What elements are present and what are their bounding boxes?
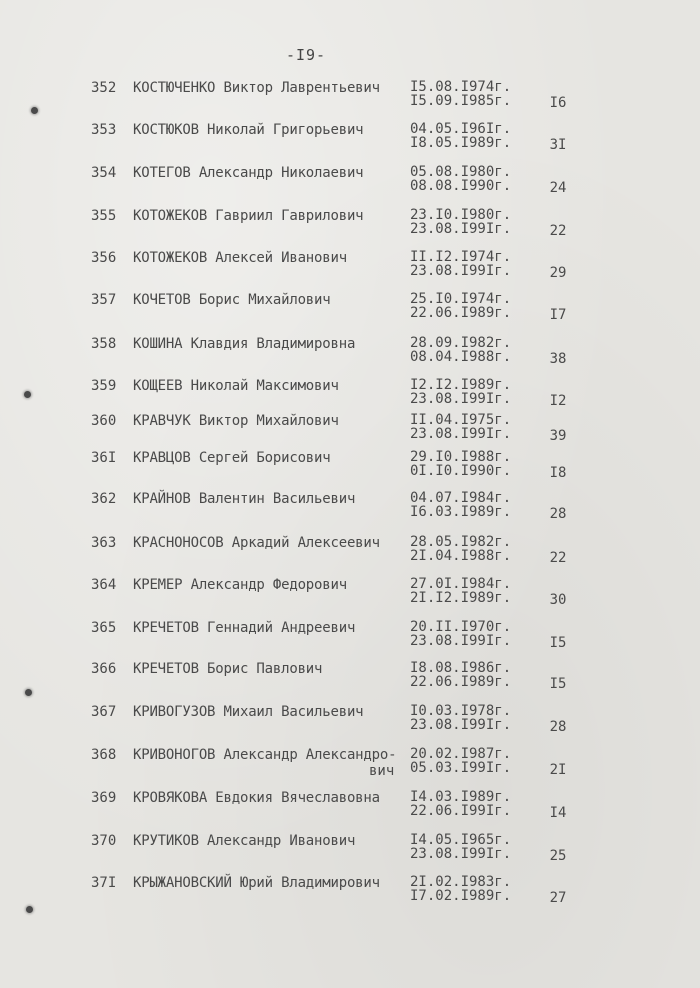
entry-number: 369 xyxy=(91,790,117,806)
service-years: I8 xyxy=(549,465,567,481)
person-name-continuation: вич xyxy=(369,763,395,779)
entry-number: 366 xyxy=(91,661,117,677)
service-years: I5 xyxy=(549,676,567,692)
end-date: 0I.I0.I990г. xyxy=(410,463,512,479)
end-date: 05.03.I99Iг. xyxy=(410,760,512,776)
entry-number: 36I xyxy=(91,450,117,466)
entry-number: 367 xyxy=(91,704,117,720)
end-date: 22.06.I989г. xyxy=(410,674,512,690)
service-years: I5 xyxy=(549,635,567,651)
service-years: 29 xyxy=(549,265,567,281)
start-date: 23.I0.I980г. xyxy=(410,207,512,223)
service-years: 28 xyxy=(549,719,567,735)
person-name: КРЕЧЕТОВ Геннадий Андреевич xyxy=(133,620,356,636)
person-name: КОЧЕТОВ Борис Михайлович xyxy=(133,292,331,308)
end-date: 23.08.I99Iг. xyxy=(410,846,512,862)
person-name: КОТОЖЕКОВ Гавриил Гаврилович xyxy=(133,208,364,224)
end-date: 08.08.I990г. xyxy=(410,178,512,194)
list-item xyxy=(0,336,700,376)
service-years: 3I xyxy=(549,137,567,153)
start-date: 20.02.I987г. xyxy=(410,746,512,762)
service-years: 25 xyxy=(549,848,567,864)
list-item xyxy=(0,620,700,660)
end-date: 23.08.I99Iг. xyxy=(410,426,512,442)
entry-number: 363 xyxy=(91,535,117,551)
service-years: 39 xyxy=(549,428,567,444)
end-date: 2I.I2.I989г. xyxy=(410,590,512,606)
service-dates xyxy=(410,833,511,861)
list-item xyxy=(0,747,700,787)
service-dates xyxy=(410,336,511,364)
person-name: КРЕЧЕТОВ Борис Павлович xyxy=(133,661,323,677)
service-years: I6 xyxy=(549,95,567,111)
end-date: I5.09.I985г. xyxy=(410,93,512,109)
start-date: I0.03.I978г. xyxy=(410,703,512,719)
list-item xyxy=(0,535,700,575)
entry-number: 357 xyxy=(91,292,117,308)
start-date: I4.03.I989г. xyxy=(410,789,512,805)
list-item xyxy=(0,122,700,162)
entry-number: 353 xyxy=(91,122,117,138)
service-dates xyxy=(410,577,511,605)
start-date: 27.0I.I984г. xyxy=(410,576,512,592)
service-dates xyxy=(410,747,511,775)
entry-number: 358 xyxy=(91,336,117,352)
entry-number: 37I xyxy=(91,875,117,891)
end-date: 22.06.I99Iг. xyxy=(410,803,512,819)
service-dates xyxy=(410,250,511,278)
end-date: 23.08.I99Iг. xyxy=(410,717,512,733)
entry-number: 368 xyxy=(91,747,117,763)
person-name: КРЫЖАНОВСКИЙ Юрий Владимирович xyxy=(133,875,380,891)
person-name: КРИВОГУЗОВ Михаил Васильевич xyxy=(133,704,364,720)
list-item xyxy=(0,833,700,873)
end-date: 23.08.I99Iг. xyxy=(410,391,512,407)
start-date: 20.II.I970г. xyxy=(410,619,512,635)
entry-number: 356 xyxy=(91,250,117,266)
start-date: I2.I2.I989г. xyxy=(410,377,512,393)
service-years: 2I xyxy=(549,762,567,778)
end-date: I8.05.I989г. xyxy=(410,135,512,151)
list-item xyxy=(0,790,700,830)
service-dates xyxy=(410,491,511,519)
list-item xyxy=(0,250,700,290)
person-name: КРЕМЕР Александр Федорович xyxy=(133,577,347,593)
list-item xyxy=(0,208,700,248)
service-years: 30 xyxy=(549,592,567,608)
start-date: II.04.I975г. xyxy=(410,412,512,428)
person-name: КРОВЯКОВА Евдокия Вячеславовна xyxy=(133,790,380,806)
entry-number: 364 xyxy=(91,577,117,593)
person-name: КОШИНА Клавдия Владимировна xyxy=(133,336,356,352)
start-date: 04.07.I984г. xyxy=(410,490,512,506)
service-dates xyxy=(410,208,511,236)
end-date: 08.04.I988г. xyxy=(410,349,512,365)
start-date: 04.05.I96Iг. xyxy=(410,121,512,137)
service-dates xyxy=(410,292,511,320)
service-dates xyxy=(410,704,511,732)
end-date: I6.03.I989г. xyxy=(410,504,512,520)
person-name: КРАВЧУК Виктор Михайлович xyxy=(133,413,339,429)
service-dates xyxy=(410,790,511,818)
entry-number: 359 xyxy=(91,378,117,394)
service-years: 28 xyxy=(549,506,567,522)
end-date: I7.02.I989г. xyxy=(410,888,512,904)
start-date: 25.I0.I974г. xyxy=(410,291,512,307)
start-date: 28.05.I982г. xyxy=(410,534,512,550)
list-item xyxy=(0,491,700,531)
service-dates xyxy=(410,875,511,903)
start-date: 05.08.I980г. xyxy=(410,164,512,180)
person-name: КОТЕГОВ Александр Николаевич xyxy=(133,165,364,181)
start-date: 28.09.I982г. xyxy=(410,335,512,351)
start-date: 2I.02.I983г. xyxy=(410,874,512,890)
service-dates xyxy=(410,620,511,648)
end-date: 23.08.I99Iг. xyxy=(410,263,512,279)
person-name: КРАЙНОВ Валентин Васильевич xyxy=(133,491,356,507)
list-item xyxy=(0,413,700,453)
person-name: КОСТЮЧЕНКО Виктор Лаврентьевич xyxy=(133,80,380,96)
entry-number: 365 xyxy=(91,620,117,636)
service-years: 22 xyxy=(549,223,567,239)
person-name: КРУТИКОВ Александр Иванович xyxy=(133,833,356,849)
entry-number: 352 xyxy=(91,80,117,96)
person-name: КОТОЖЕКОВ Алексей Иванович xyxy=(133,250,347,266)
service-years: I2 xyxy=(549,393,567,409)
list-item xyxy=(0,577,700,617)
service-dates xyxy=(410,165,511,193)
list-item xyxy=(0,378,700,418)
entry-number: 354 xyxy=(91,165,117,181)
person-name: КРАСНОНОСОВ Аркадий Алексеевич xyxy=(133,535,380,551)
entry-number: 355 xyxy=(91,208,117,224)
service-dates xyxy=(410,413,511,441)
end-date: 2I.04.I988г. xyxy=(410,548,512,564)
service-years: I4 xyxy=(549,805,567,821)
list-item xyxy=(0,292,700,332)
entry-number: 362 xyxy=(91,491,117,507)
start-date: I8.08.I986г. xyxy=(410,660,512,676)
service-years: 22 xyxy=(549,550,567,566)
list-item xyxy=(0,661,700,701)
person-name: КРАВЦОВ Сергей Борисович xyxy=(133,450,331,466)
end-date: 23.08.I99Iг. xyxy=(410,221,512,237)
entry-number: 360 xyxy=(91,413,117,429)
service-years: 24 xyxy=(549,180,567,196)
list-item xyxy=(0,80,700,120)
entry-number: 370 xyxy=(91,833,117,849)
service-years: I7 xyxy=(549,307,567,323)
service-dates xyxy=(410,80,511,108)
start-date: II.I2.I974г. xyxy=(410,249,512,265)
page-number: -I9- xyxy=(285,46,327,64)
list-item xyxy=(0,450,700,490)
list-item xyxy=(0,875,700,915)
person-name: КРИВОНОГОВ Александр Александро- xyxy=(133,747,397,763)
list-item xyxy=(0,165,700,205)
start-date: 29.I0.I988г. xyxy=(410,449,512,465)
list-item xyxy=(0,704,700,744)
service-years: 38 xyxy=(549,351,567,367)
end-date: 23.08.I99Iг. xyxy=(410,633,512,649)
service-dates xyxy=(410,378,511,406)
end-date: 22.06.I989г. xyxy=(410,305,512,321)
service-years: 27 xyxy=(549,890,567,906)
person-name: КОСТЮКОВ Николай Григорьевич xyxy=(133,122,364,138)
service-dates xyxy=(410,450,511,478)
service-dates xyxy=(410,661,511,689)
service-dates xyxy=(410,535,511,563)
person-name: КОЩЕЕВ Николай Максимович xyxy=(133,378,339,394)
start-date: I4.05.I965г. xyxy=(410,832,512,848)
service-dates xyxy=(410,122,511,150)
start-date: I5.08.I974г. xyxy=(410,79,512,95)
